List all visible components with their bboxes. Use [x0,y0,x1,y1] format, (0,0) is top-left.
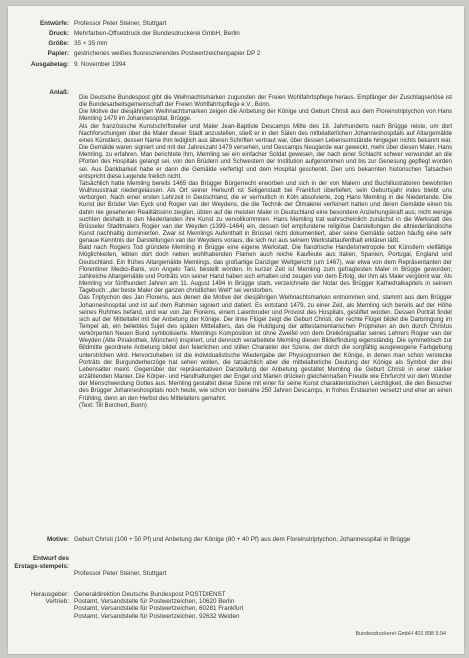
field-label: Vertrieb: [45,598,69,605]
field-groesse [8,40,464,48]
field-label: Motive: [46,536,69,543]
field-value: 35 × 35 mm [74,40,108,47]
field-label: Anlaß: [49,89,69,96]
anlass-paragraph: Als der französische Kunstschriftsteller und Maler Jean-Baptiste Descamps Mitte des 18. Jahrhunderts nach Brügge reiste, um dort Nachforschungen über die Maler dieser Stadt anzustellen, stieß er in den Sälen des mittelalterlichen Johanneshospitals auf Altargemälde eines Künstlers, dessen Name ihm lediglich aus älteren Schriften vertraut war, über dessen Lebensumstände hingegen nichts bekannt war. Die Gemälde waren signiert und mit der Jahreszahl 1479 versehen, und Descamps Neugierde war geweckt, mehr über diesen Maler, Hans Memling, zu erfahren. Man berichtete ihm, Memling sei ein einfacher Soldat gewesen, der nach einer Schlacht schwer verwundet an die Pforten des Hospitals gelangt sei, von den Brüdern und Schwestern der Institution aufgenommen und bis zur Genesung gepflegt worden sei. Aus Dankbarkeit habe er dann die Gemälde verfertigt und dem Hospital geschenkt. Den uns bekannten historischen Tatsachen entspricht diese Legende freilich nicht. [79,123,452,180]
field-value: Geburt Christi (100 + 50 Pf) und Anbetung der Könige (80 + 40 Pf) aus dem Floreinstriptychon, Johannesspital in Brügge [74,536,411,543]
field-value: Mehrfarben-Offsetdruck der Bundesdruckerei GmbH, Berlin [74,30,240,37]
field-value: Generaldirektion Deutsche Bundespost POSTDIENST [74,591,226,598]
anlass-paragraph: Die Deutsche Bundespost gibt die Weihnachtsmarken zugunsten der Freien Wohlfahrtspflege heraus. Empfänger der Zuschlagserlöse ist die Bundesarbeitsgemeinschaft der Freien Wohlfahrtspflege e.V., Bonn. [79,95,452,109]
anlass-paragraph: Bald nach Rogiers Tod gründete Memling in Brügge eine eigene Werkstatt. Die flandrische Handelsmetropole bot Künstlern vielfältige Möglichkeiten, lebten dort doch neben wohlhabenden Flamen auch reiche Kaufleute aus Italien, Spanien, Portugal, England und Deutschland. Ein frühes Altargemälde Memlings, das großartige Danziger Weltgericht (um 1467), war etwa von dem Repräsentanten der Florentiner Medici-Bank, von Angelo Tani, bestellt worden. In kurzer Zeit ist Memling zum gefragtesten Maler in Brügge geworden; zahlreiche Altargemälde und Porträts von seiner Hand haben sich erhalten und zeugen von dem Erfolg, der ihm als Maler vergönnt war. Als Memling vor fünfhundert Jahren am 11. August 1494 in Brügge starb, verzeichnete der Notar des Brügger Kathedralkapitels in seinem Tagebuch: „der beste Maler der ganzen christlichen Welt“ sei verstorben. [79,245,452,295]
anlass-paragraph: Das Triptychon des Jan Floreins, aus denen die Motive der diesjährigen Weihnachtsmarken entnommen sind, stammt aus dem Brügger Johanneshospital und ist auf dem Rahmen signiert und datiert. Es entstand 1479, zu einer Zeit, als Memling sich bereits auf der Höhe seines Ruhmes befand, und war von Jan Floreins, einem Laienbruder und Provost des Hospitals, gestiftet worden. Dessen Porträt findet sich auf der Mitteltafel mit der Anbetung der Könige. Der linke Flügel zeigt die Geburt Christi, der rechte Flügel bildet die Darbringung im Tempel ab, ein beliebtes Sujet des späten Mittelalters, das die Huldigung der alttestamentarischen Propheten an den durch Christus verkörperten Neuen Bund symbolisierte. Memlings Komposition ist ohne Zweifel von dem Dreikönigsaltar seines Lehrers Rogier van der Weyden (Alte Pinakothek, München) inspiriert, und dennoch verarbeitete Memling diesen Bilderfindung eigenständig. Die symmetrisch zur Bildmitte geordnete Anbetung bildet den feierlichen und stillen Charakter der Szene, der durch die sorgfältig ausgewogene Farbgebung unterstrichen wird. Hervorzuheben ist die individualistische Wiedergabe der Physiognomien der Könige, in denen man schon verstecke Porträts der Burgunderherzöge hat sehen wollen, die tatsächlich aber die mittelalterliche Deutung der Könige als Symbol der drei Lebensalter meint. Gegenüber der repräsentativen Darstellung der Anbetung gestaltet Memling die Geburt Christi in einer stärker erzählenden Manier. Die Körper- und Handhaltungen der Engel und Marien drücken gleichermaßen Freude wie Ehrfurcht vor dem Wunder der Menschwerdung Gottes aus. Memling gestaltet diese Szene mit einer für seine Kunst charakteristischen Leichtigkeit, die den Besucher des Brügger Johanneshospitals noch heute, wie schon vor beinahe 250 Jahren Descamps, in frohes Erstaunen versetzt und eher an einen Frühling, denn an den Herbst des Mittelalters gemahnt. [79,295,452,402]
field-label: Entwürfe: [39,20,69,27]
field-druck [8,30,464,38]
anlass-paragraph: Die Motive der diesjährigen Weihnachtsmarken zeigen die Anbetung der Könige und Geburt Christi aus dem Floreinstriptychon von Hans Memling 1479 im Johannesspital, Brügge. [79,109,452,123]
field-label: Größe: [48,40,69,47]
document-sheet [8,6,464,654]
field-value: Professor Peter Steiner, Stuttgart [74,20,167,27]
text-credit: (Text: Till Borchert, Bonn) [79,402,147,409]
field-entwurf [8,20,464,28]
vertrieb-line: Postamt, Versandstelle für Postwertzeichen, 92632 Weiden [74,612,240,620]
vertrieb-line: Postamt, Versandstelle für Postwertzeichen, 10620 Berlin [74,598,235,605]
field-value: 9. November 1994 [74,61,126,68]
field-value: Professor Peter Steiner, Stuttgart [74,570,167,577]
anlass-text [79,95,452,410]
field-papier [8,50,464,58]
field-value: gestrichenes weißes fluoreszierendes Postwertzeichenpapier DP 2 [74,50,261,57]
vertrieb-list [74,598,450,620]
anlass-paragraph: Tatsächlich hatte Memling bereits 1465 das Brügger Bürgerrecht erworben und sich in der von Malern und Buchillustratoren bewohnten Wulhousstraat niedergelassen. Als Ort seiner Herkunft ist Seligenstadt bei Frankfurt überliefert, sein Geburtsjahr indes bleibt uns verborgen. Nach einer ersten Lehrzeit in Deutschland, die er vermutlich in Köln absolvierte, zog Hans Memling in die Niederlande. Die Kunst der Brüder Van Eyck und Rogier van der Weydens, die die Technik der Ölmalerei verfeinert hatten und deren Gemälde einen bis dahin nie gesehenen Realitätssinn zeigten, übten auf die meisten Maler in Deutschland eine besondere Anziehungskraft aus; nicht wenige suchten deshalb in den Niederlanden ihre Kunst zu vervollkommnen. Hans Memling trat wahrscheinlich zunächst in die Werkstatt des Brüsseler Stadtmalers Rogier van der Weyden (1399–1464) ein, dessen tief empfundene religiöse Darstellungen die altniederländische Kunst nachhaltig dominierten. Zwar ist Memlings Aufenthalt in Brüssel nicht dokumentiert, aber seine Gemälde setzen häufig eine sehr genaue Kenntnis der Darstellungen van der Weydens voraus, die sich nur aus seinem Werkstattaufenthalt erklären läßt. [79,180,452,245]
field-label: Entwurf des Erstags-stempels: [14,555,69,570]
field-vertrieb [8,598,464,620]
field-ausgabetag [8,61,464,69]
printer-imprint: Bundesdruckerei GmbH 401 898 9.94 [355,631,446,637]
field-stempel [8,555,464,578]
field-label: Papier: [47,50,69,57]
field-motive [8,536,464,544]
field-label: Ausgabetag: [30,61,69,68]
field-label: Herausgeber: [30,591,69,598]
vertrieb-line: Postamt, Versandstelle für Postwertzeichen, 60281 Frankfurt [74,605,244,613]
field-label: Druck: [49,30,69,37]
